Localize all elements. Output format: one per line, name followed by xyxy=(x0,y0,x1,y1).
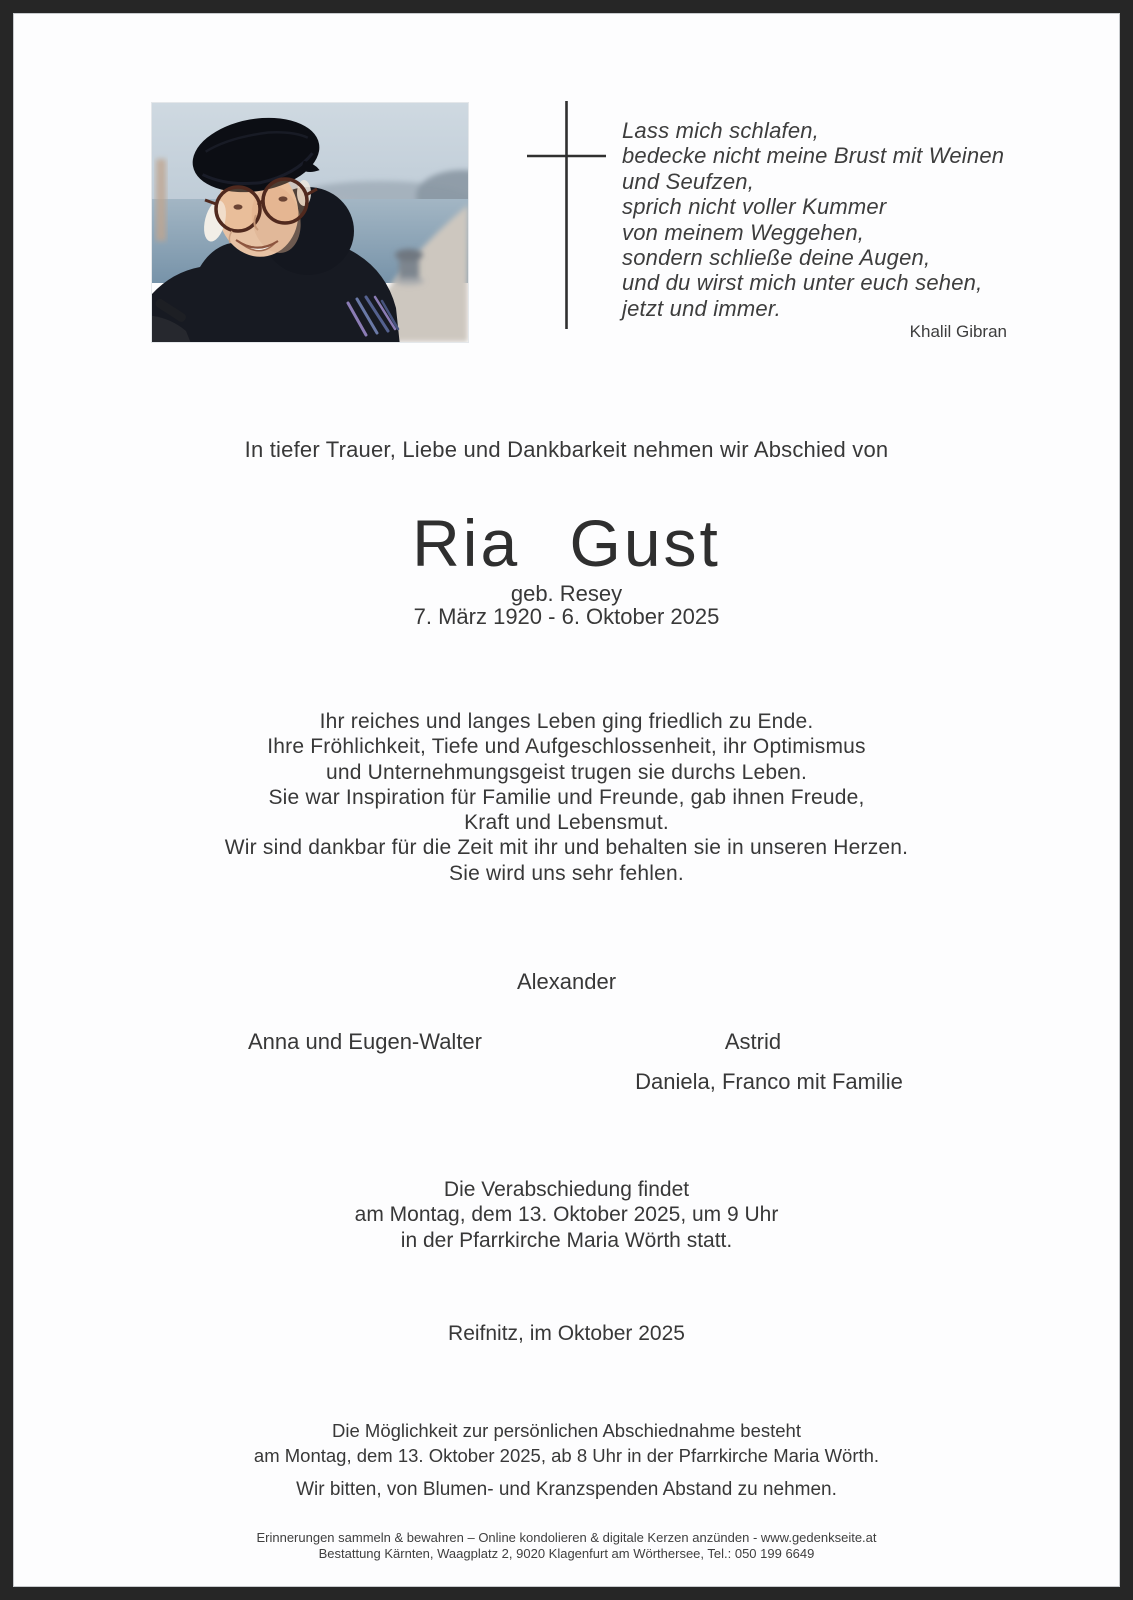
eulogy-line: und Unternehmungsgeist trugen sie durchs Leben. xyxy=(325,760,808,784)
footer xyxy=(13,1530,1120,1561)
funeral-info-line: am Montag, dem 13. Oktober 2025, um 9 Uhr xyxy=(354,1203,779,1227)
viewing-info xyxy=(13,1418,1120,1468)
mourner-name-daniela-franco: Daniela, Franco mit Familie xyxy=(635,1069,903,1094)
quote-line: von meinem Weggehen, xyxy=(622,219,865,245)
cross-icon xyxy=(527,100,607,332)
footer-line-memorial-site: Erinnerungen sammeln & bewahren – Online kondolieren & digitale Kerzen anzünden - www.gedenkseite.at xyxy=(256,1530,877,1545)
card-sheet xyxy=(13,13,1120,1587)
farewell-intro: In tiefer Trauer, Liebe und Dankbarkeit nehmen wir Abschied von xyxy=(244,437,889,462)
eulogy-line: Sie wird uns sehr fehlen. xyxy=(449,861,684,885)
funeral-info-line: in der Pfarrkirche Maria Wörth statt. xyxy=(400,1228,733,1252)
memorial-quote xyxy=(622,118,1004,321)
mourner-name-alexander: Alexander xyxy=(516,969,617,994)
quote-line: und du wirst mich unter euch sehen, xyxy=(622,270,983,296)
portrait-photo xyxy=(152,103,468,342)
maiden-name: geb. Resey xyxy=(510,581,623,606)
quote-attribution: Khalil Gibran xyxy=(909,322,1007,341)
mourner-name-anna-eugen-walter: Anna und Eugen-Walter xyxy=(248,1029,482,1054)
funeral-info xyxy=(13,1177,1120,1253)
blurred-pole xyxy=(156,159,166,241)
eulogy-line: Kraft und Lebensmut. xyxy=(464,811,669,835)
place-date: Reifnitz, im Oktober 2025 xyxy=(448,1322,685,1345)
funeral-info-line: Die Verabschiedung findet xyxy=(443,1178,690,1201)
deceased-name: Ria Gust xyxy=(412,506,721,580)
portrait-photo-graphic xyxy=(152,103,468,342)
quote-line: sondern schließe deine Augen, xyxy=(622,245,931,271)
flowers-request: Wir bitten, von Blumen- und Kranzspenden Abstand zu nehmen. xyxy=(296,1479,837,1500)
quote-line: Lass mich schlafen, xyxy=(622,118,819,143)
eulogy-line: Ihr reiches und langes Leben ging friedlich zu Ende. xyxy=(319,710,814,733)
quote-line: sprich nicht voller Kummer xyxy=(622,194,887,220)
viewing-info-line: Die Möglichkeit zur persönlichen Abschiednahme besteht xyxy=(332,1420,801,1441)
footer-line-funeral-home: Bestattung Kärnten, Waagplatz 2, 9020 Klagenfurt am Wörthersee, Tel.: 050 199 6649 xyxy=(318,1545,815,1561)
viewing-info-line: am Montag, dem 13. Oktober 2025, ab 8 Uhr in der Pfarrkirche Maria Wörth. xyxy=(253,1445,880,1466)
eulogy-line: Ihre Fröhlichkeit, Tiefe und Aufgeschlossenheit, ihr Optimismus xyxy=(267,735,866,759)
quote-line: und Seufzen, xyxy=(622,168,755,194)
quote-line: bedecke nicht meine Brust mit Weinen xyxy=(622,143,1005,169)
mourner-name-astrid: Astrid xyxy=(724,1029,782,1054)
life-dates: 7. März 1920 - 6. Oktober 2025 xyxy=(413,604,720,629)
eulogy-line: Sie war Inspiration für Familie und Freunde, gab ihnen Freude, xyxy=(268,785,865,809)
eulogy-line: Wir sind dankbar für die Zeit mit ihr und behalten sie in unseren Herzen. xyxy=(224,836,909,860)
eulogy xyxy=(13,709,1120,886)
quote-line: jetzt und immer. xyxy=(622,295,781,321)
